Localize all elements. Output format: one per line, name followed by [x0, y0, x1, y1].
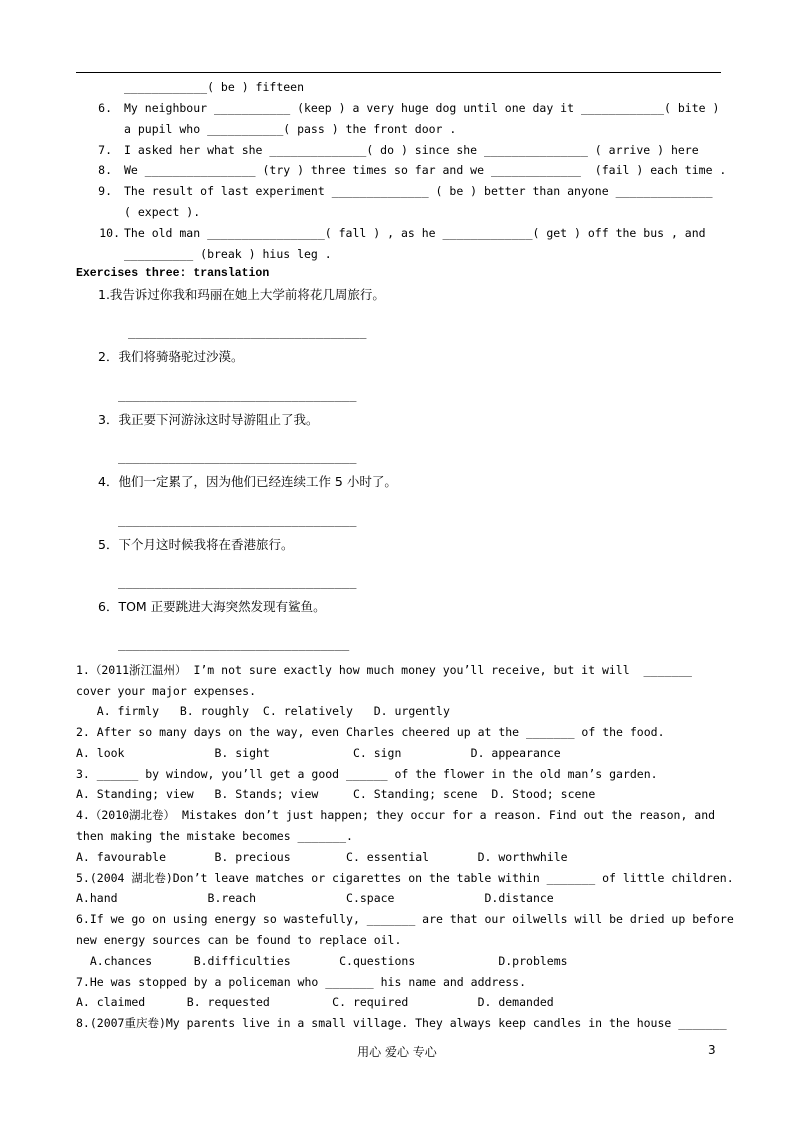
translation-prompt: 1.我告诉过你我和玛丽在她上大学前将花几周旅行。 [98, 287, 385, 302]
section-heading: Exercises three: translation [76, 267, 270, 280]
options-line: A.chances B.difficulties C.questions D.problems [76, 954, 568, 968]
exercise-line: ____________( be ) fifteen [124, 80, 305, 94]
options-line: A. Standing; view B. Stands; view C. Standing; scene D. Stood; scene [76, 787, 596, 801]
options-line: A.hand B.reach C.space D.distance [76, 891, 554, 905]
options-line: A. claimed B. requested C. required D. demanded [76, 995, 554, 1009]
page-footer: 用心 爱心 专心 [357, 1045, 437, 1059]
exercise-line: ( expect ). [124, 205, 201, 219]
question-line: 5.(2004 湖北卷)Don’t leave matches or cigarettes on the table within _______ of little children. [76, 871, 734, 885]
translation-prompt: 2．我们将骑骆驼过沙漠。 [98, 349, 244, 364]
exercise-line: __________ (break ) hius leg . [124, 247, 332, 261]
options-line: A. favourable B. precious C. essential D. worthwhile [76, 850, 568, 864]
translation-prompt: 5．下个月这时候我将在香港旅行。 [98, 537, 294, 552]
question-line: 1.（2011浙江温州） I’m not sure exactly how much money you’ll receive, but it will _______ [76, 663, 692, 677]
translation-prompt: 4．他们一定累了，因为他们已经连续工作 5 小时了。 [98, 474, 397, 489]
answer-line: _________________________________ [118, 513, 357, 527]
item-number: 6. [98, 101, 112, 115]
answer-line: _________________________________ [118, 450, 357, 464]
header-rule [76, 72, 721, 73]
options-line: A. look B. sight C. sign D. appearance [76, 746, 561, 760]
answer-line: ________________________________ [118, 637, 350, 651]
answer-line: _________________________________ [118, 388, 357, 402]
page-number: 3 [708, 1043, 716, 1057]
question-line: 8.(2007重庆卷)My parents live in a small village. They always keep candles in the house _______ [76, 1016, 727, 1030]
translation-prompt: 6．TOM 正要跳进大海突然发现有鲨鱼。 [98, 599, 326, 614]
question-line: then making the mistake becomes _______. [76, 829, 353, 843]
exercise-line: I asked her what she ______________( do ) since she _______________ ( arrive ) here [124, 143, 699, 157]
exercise-line: a pupil who ___________( pass ) the front door . [124, 122, 457, 136]
translation-prompt: 3．我正要下河游泳这时导游阻止了我。 [98, 412, 319, 427]
question-line: new energy sources can be found to replace oil. [76, 933, 402, 947]
question-line: cover your major expenses. [76, 684, 257, 698]
item-number: 8. [98, 163, 112, 177]
options-line: A. firmly B. roughly C. relatively D. urgently [76, 704, 450, 718]
question-line: 2. After so many days on the way, even Charles cheered up at the _______ of the food. [76, 725, 665, 739]
question-line: 6.If we go on using energy so wastefully, _______ are that our oilwells will be dried up before [76, 912, 734, 926]
answer-line: _________________________________ [118, 575, 357, 589]
question-line: 3. ______ by window, you’ll get a good ______ of the flower in the old man’s garden. [76, 767, 658, 781]
item-number: 10. [99, 226, 120, 240]
exercise-line: My neighbour ___________ (keep ) a very huge dog until one day it ____________( bite ) [124, 101, 720, 115]
item-number: 7. [98, 143, 112, 157]
exercise-line: The old man _________________( fall ) , as he _____________( get ) off the bus , and [124, 226, 706, 240]
question-line: 7.He was stopped by a policeman who _______ his name and address. [76, 975, 527, 989]
exercise-line: The result of last experiment ______________ ( be ) better than anyone ______________ [124, 184, 713, 198]
question-line: 4.（2010湖北卷） Mistakes don’t just happen; they occur for a reason. Find out the reason, and [76, 808, 716, 822]
answer-line: _________________________________ [128, 325, 367, 339]
item-number: 9. [98, 184, 112, 198]
exercise-line: We ________________ (try ) three times so far and we _____________ (fail ) each time . [124, 163, 727, 177]
